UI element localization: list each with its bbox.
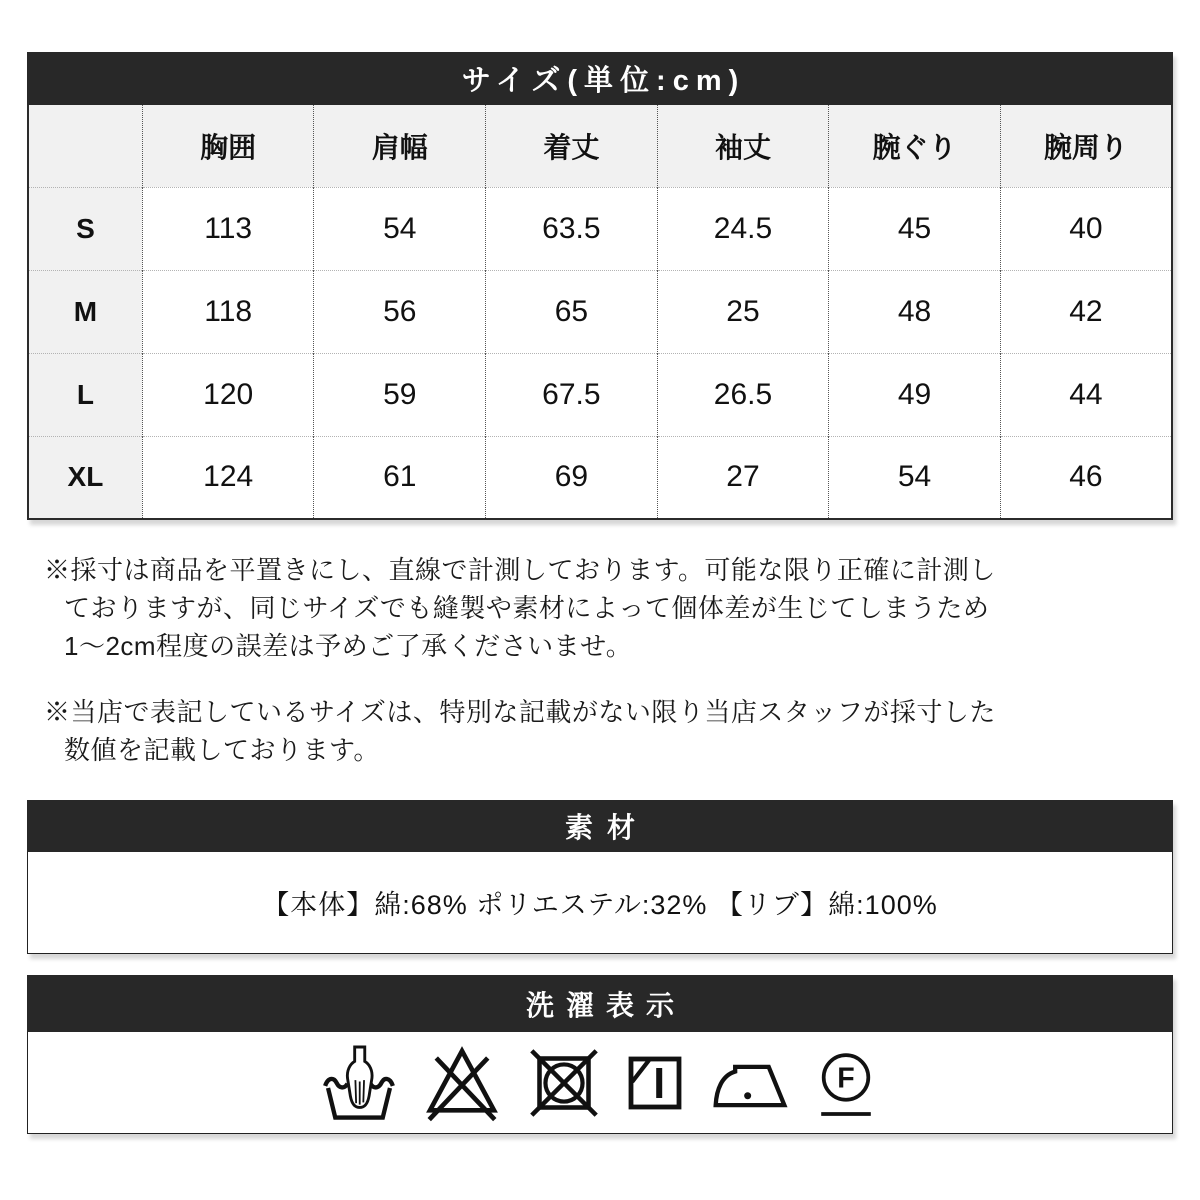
cell-value: 40	[1000, 187, 1172, 270]
sizing-staff-note	[44, 693, 996, 769]
cell-value: 49	[829, 353, 1001, 436]
size-table	[27, 105, 1173, 520]
cell-value: 113	[142, 187, 314, 270]
cell-value: 44	[1000, 353, 1172, 436]
column-header-shoulder: 肩幅	[314, 105, 486, 187]
cell-value: 45	[829, 187, 1001, 270]
cell-value: 24.5	[657, 187, 829, 270]
material-title-bar	[27, 800, 1173, 852]
size-table-header-row	[28, 105, 1172, 187]
cell-value: 27	[657, 436, 829, 519]
note-line: ておりますが、同じサイズでも縫製や素材によって個体差が生じてしまうため	[64, 593, 990, 623]
laundry-title-bar	[27, 975, 1173, 1032]
do-not-bleach-icon	[421, 1044, 503, 1122]
material-section	[27, 800, 1173, 954]
cell-value: 56	[314, 270, 486, 353]
cell-value: 54	[829, 436, 1001, 519]
column-header-armhole: 腕ぐり	[829, 105, 1001, 187]
hand-wash-icon	[323, 1045, 395, 1121]
cell-value: 65	[486, 270, 658, 353]
cell-value: 61	[314, 436, 486, 519]
cell-value: 120	[142, 353, 314, 436]
note-line: 1〜2cm程度の誤差は予めご了承くださいませ。	[64, 631, 633, 661]
cell-value: 54	[314, 187, 486, 270]
size-section-title-bar	[27, 52, 1173, 105]
laundry-section	[27, 975, 1173, 1134]
column-header-length: 着丈	[486, 105, 658, 187]
material-title: 素材	[564, 812, 649, 843]
dry-clean-letter: F	[837, 1061, 855, 1094]
cell-value: 25	[657, 270, 829, 353]
row-label: L	[28, 353, 142, 436]
iron-low-heat-icon	[711, 1055, 789, 1110]
measurement-note	[44, 551, 996, 665]
note-line: ※採寸は商品を平置きにし、直線で計測しております。可能な限り正確に計測し	[44, 555, 996, 585]
cell-value: 69	[486, 436, 658, 519]
laundry-panel	[27, 1032, 1173, 1134]
table-row-l	[28, 353, 1172, 436]
table-row-m	[28, 270, 1172, 353]
material-panel	[27, 852, 1173, 954]
do-not-tumble-dry-icon	[529, 1048, 599, 1118]
note-line: ※当店で表記しているサイズは、特別な記載がない限り当店スタッフが採寸した	[44, 697, 996, 727]
column-header-arm-circumference: 腕周り	[1000, 105, 1172, 187]
corner-cell	[28, 105, 142, 187]
cell-value: 48	[829, 270, 1001, 353]
shade-line-dry-icon	[625, 1052, 685, 1114]
cell-value: 63.5	[486, 187, 658, 270]
cell-value: 46	[1000, 436, 1172, 519]
note-line: 数値を記載しております。	[64, 735, 380, 765]
table-row-s	[28, 187, 1172, 270]
row-label: XL	[28, 436, 142, 519]
cell-value: 67.5	[486, 353, 658, 436]
size-section-title: サイズ(単位:cm)	[461, 65, 746, 97]
column-header-sleeve: 袖丈	[657, 105, 829, 187]
row-label: S	[28, 187, 142, 270]
laundry-title: 洗濯表示	[525, 989, 686, 1021]
column-header-chest: 胸囲	[142, 105, 314, 187]
cell-value: 118	[142, 270, 314, 353]
cell-value: 124	[142, 436, 314, 519]
dry-clean-petroleum-icon	[815, 1048, 877, 1118]
material-content: 【本体】綿:68% ポリエステル:32% 【リブ】綿:100%	[262, 890, 938, 920]
table-row-xl	[28, 436, 1172, 519]
cell-value: 59	[314, 353, 486, 436]
cell-value: 26.5	[657, 353, 829, 436]
size-section	[27, 52, 1173, 520]
row-label: M	[28, 270, 142, 353]
cell-value: 42	[1000, 270, 1172, 353]
